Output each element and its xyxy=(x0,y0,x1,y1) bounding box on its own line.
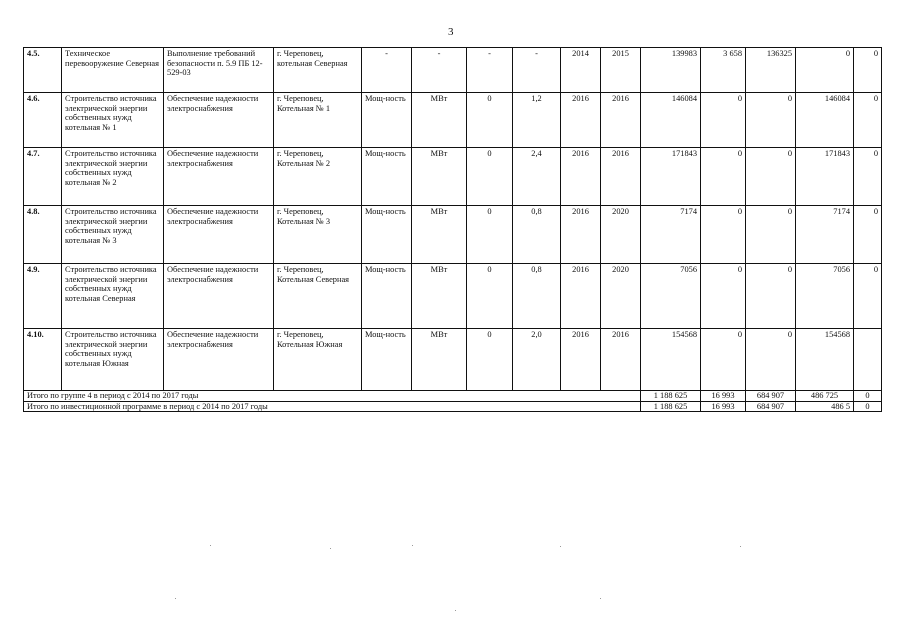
value-after: 0,8 xyxy=(513,264,561,329)
total-2014: 16 993 xyxy=(701,391,746,402)
cost-2014: 3 658 xyxy=(701,48,746,93)
project-name: Техническое перевооружение Северная xyxy=(62,48,164,93)
scan-speck xyxy=(560,546,561,547)
year-end: 2016 xyxy=(601,93,641,148)
cost-2017: 0 xyxy=(854,206,882,264)
value-after: 2,4 xyxy=(513,148,561,206)
unit: - xyxy=(412,48,467,93)
investment-program-table xyxy=(23,47,882,412)
year-start: 2016 xyxy=(561,264,601,329)
cost-2015: 0 xyxy=(746,264,796,329)
value-after: 0,8 xyxy=(513,206,561,264)
project-location: г. Череповец, Котельная № 1 xyxy=(274,93,362,148)
total-2015: 684 907 xyxy=(746,401,796,412)
value-before: 0 xyxy=(467,93,513,148)
year-end: 2020 xyxy=(601,206,641,264)
value-before: - xyxy=(467,48,513,93)
unit: МВт xyxy=(412,329,467,391)
table-row xyxy=(24,148,882,206)
cost-total: 171843 xyxy=(641,148,701,206)
row-number: 4.8. xyxy=(24,206,62,264)
total-2016: 486 725 xyxy=(796,391,854,402)
row-number: 4.10. xyxy=(24,329,62,391)
project-purpose: Обеспечение надежности электроснабжения xyxy=(164,206,274,264)
project-purpose: Выполнение требований безопасности п. 5.9 ПБ 12-529-03 xyxy=(164,48,274,93)
year-start: 2016 xyxy=(561,93,601,148)
value-after: 2,0 xyxy=(513,329,561,391)
value-before: 0 xyxy=(467,264,513,329)
parameter: Мощ-ность xyxy=(362,206,412,264)
project-location: г. Череповец, Котельная № 2 xyxy=(274,148,362,206)
value-before: 0 xyxy=(467,148,513,206)
parameter: Мощ-ность xyxy=(362,264,412,329)
year-end: 2016 xyxy=(601,148,641,206)
year-end: 2016 xyxy=(601,329,641,391)
cost-2017: 0 xyxy=(854,48,882,93)
cost-2016: 154568 xyxy=(796,329,854,391)
project-location: г. Череповец, Котельная № 3 xyxy=(274,206,362,264)
unit: МВт xyxy=(412,264,467,329)
project-name: Строительство источника электрической энергии собственных нужд котельная № 1 xyxy=(62,93,164,148)
project-location: г. Череповец, Котельная Северная xyxy=(274,264,362,329)
cost-2014: 0 xyxy=(701,148,746,206)
scan-speck xyxy=(455,610,456,611)
row-number: 4.6. xyxy=(24,93,62,148)
year-start: 2016 xyxy=(561,148,601,206)
cost-2015: 0 xyxy=(746,329,796,391)
scan-speck xyxy=(412,545,413,546)
project-location: г. Череповец, Котельная Южная xyxy=(274,329,362,391)
project-name: Строительство источника электрической энергии собственных нужд котельная № 3 xyxy=(62,206,164,264)
total-2014: 16 993 xyxy=(701,401,746,412)
total-label: Итого по инвестиционной программе в период с 2014 по 2017 годы xyxy=(24,401,641,412)
parameter: Мощ-ность xyxy=(362,93,412,148)
scan-speck xyxy=(740,546,741,547)
row-number: 4.7. xyxy=(24,148,62,206)
cost-total: 139983 xyxy=(641,48,701,93)
cost-2014: 0 xyxy=(701,93,746,148)
table-row xyxy=(24,48,882,93)
cost-2017 xyxy=(854,329,882,391)
total-2015: 684 907 xyxy=(746,391,796,402)
cost-2016: 0 xyxy=(796,48,854,93)
project-purpose: Обеспечение надежности электроснабжения xyxy=(164,264,274,329)
value-after: - xyxy=(513,48,561,93)
total-cost: 1 188 625 xyxy=(641,401,701,412)
parameter: Мощ-ность xyxy=(362,329,412,391)
cost-2017: 0 xyxy=(854,264,882,329)
scan-speck xyxy=(600,598,601,599)
total-2017: 0 xyxy=(854,401,882,412)
parameter: Мощ-ность xyxy=(362,148,412,206)
table-row xyxy=(24,206,882,264)
project-location: г. Череповец, котельная Северная xyxy=(274,48,362,93)
cost-2015: 0 xyxy=(746,148,796,206)
project-name: Строительство источника электрической энергии собственных нужд котельная Северная xyxy=(62,264,164,329)
project-purpose: Обеспечение надежности электроснабжения xyxy=(164,93,274,148)
cost-total: 7174 xyxy=(641,206,701,264)
cost-2017: 0 xyxy=(854,93,882,148)
row-number: 4.9. xyxy=(24,264,62,329)
cost-2014: 0 xyxy=(701,264,746,329)
value-before: 0 xyxy=(467,206,513,264)
total-label: Итого по группе 4 в период с 2014 по 2017 годы xyxy=(24,391,641,402)
total-row-group-4 xyxy=(24,391,882,402)
row-number: 4.5. xyxy=(24,48,62,93)
cost-2016: 146084 xyxy=(796,93,854,148)
table-row xyxy=(24,264,882,329)
unit: МВт xyxy=(412,93,467,148)
unit: МВт xyxy=(412,148,467,206)
cost-2016: 7174 xyxy=(796,206,854,264)
cost-2015: 0 xyxy=(746,93,796,148)
value-before: 0 xyxy=(467,329,513,391)
cost-2015: 136325 xyxy=(746,48,796,93)
table-row xyxy=(24,329,882,391)
parameter: - xyxy=(362,48,412,93)
year-start: 2016 xyxy=(561,206,601,264)
cost-total: 154568 xyxy=(641,329,701,391)
table-body xyxy=(24,48,882,412)
cost-2015: 0 xyxy=(746,206,796,264)
cost-2014: 0 xyxy=(701,329,746,391)
total-row-program xyxy=(24,401,882,412)
year-end: 2020 xyxy=(601,264,641,329)
year-start: 2016 xyxy=(561,329,601,391)
scan-speck xyxy=(175,598,176,599)
cost-2017: 0 xyxy=(854,148,882,206)
cost-total: 146084 xyxy=(641,93,701,148)
scan-speck xyxy=(210,545,211,546)
project-name: Строительство источника электрической энергии собственных нужд котельная № 2 xyxy=(62,148,164,206)
total-2016: 486 5 xyxy=(796,401,854,412)
value-after: 1,2 xyxy=(513,93,561,148)
cost-2016: 171843 xyxy=(796,148,854,206)
cost-total: 7056 xyxy=(641,264,701,329)
year-end: 2015 xyxy=(601,48,641,93)
unit: МВт xyxy=(412,206,467,264)
year-start: 2014 xyxy=(561,48,601,93)
total-2017: 0 xyxy=(854,391,882,402)
cost-2016: 7056 xyxy=(796,264,854,329)
project-purpose: Обеспечение надежности электроснабжения xyxy=(164,148,274,206)
project-purpose: Обеспечение надежности электроснабжения xyxy=(164,329,274,391)
project-name: Строительство источника электрической энергии собственных нужд котельная Южная xyxy=(62,329,164,391)
cost-2014: 0 xyxy=(701,206,746,264)
table-row xyxy=(24,93,882,148)
total-cost: 1 188 625 xyxy=(641,391,701,402)
scan-speck xyxy=(330,548,331,549)
page-number: 3 xyxy=(448,26,454,38)
